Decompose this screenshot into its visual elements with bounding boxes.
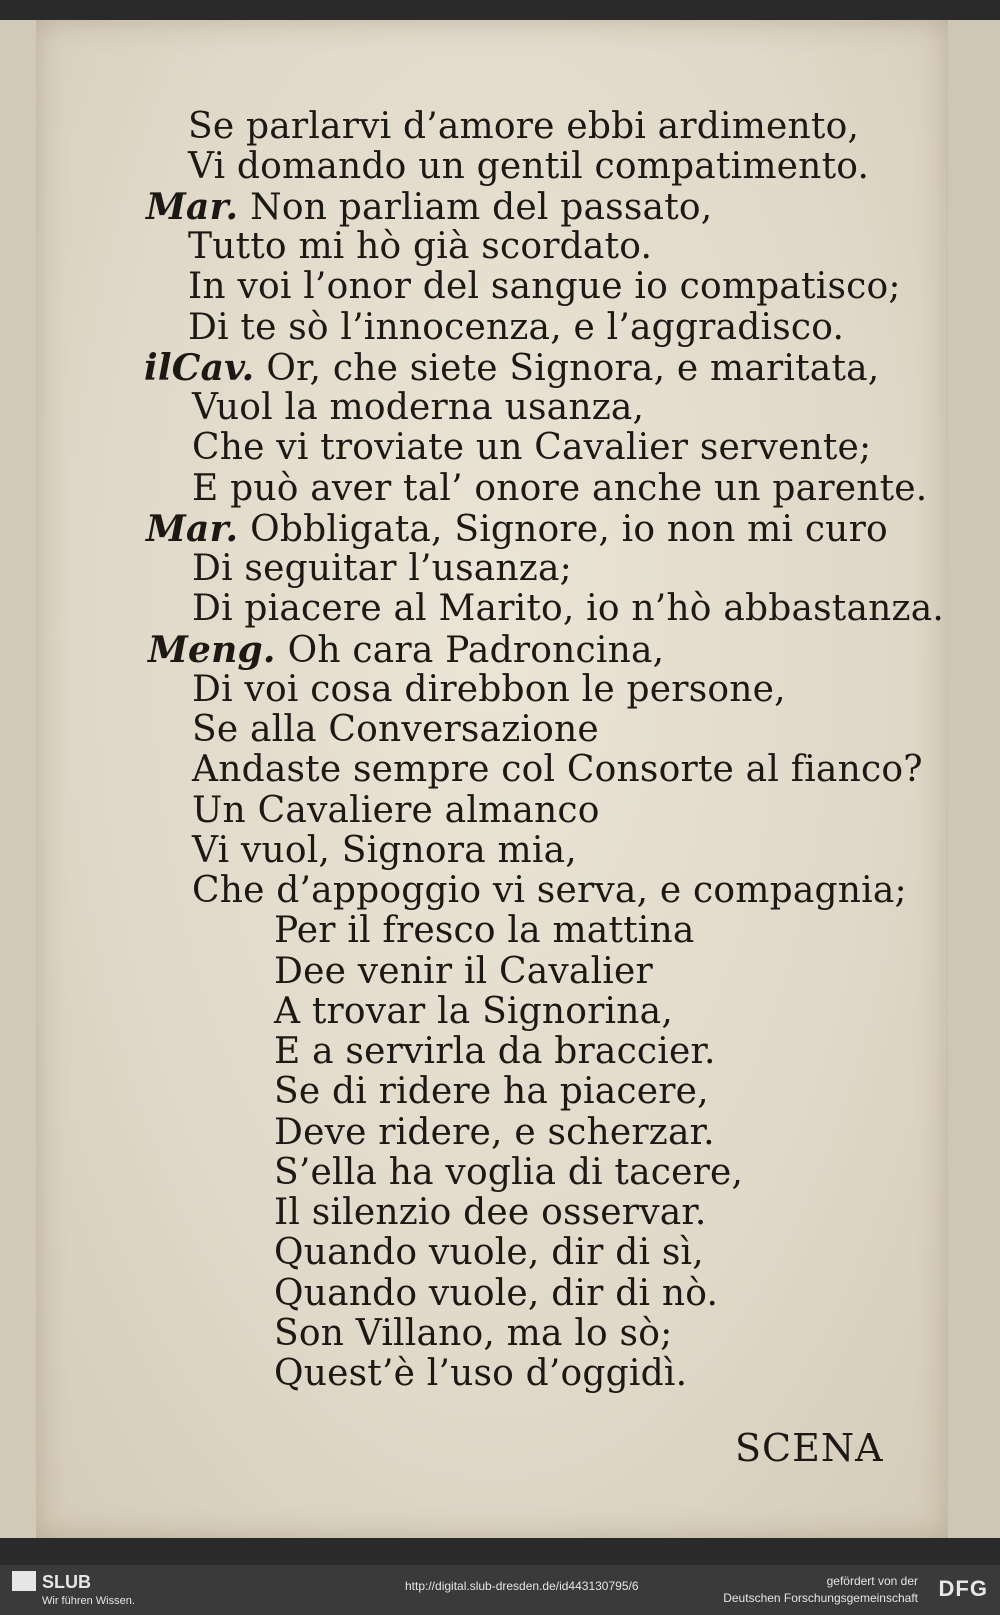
verse-line: Vi vuol, Signora mia, [192, 830, 577, 871]
slub-tagline: Wir führen Wissen. [42, 1595, 135, 1607]
verse-line: Vi domando un gentil compatimento. [188, 146, 870, 187]
verse-line: Quest’è l’uso d’oggidì. [274, 1353, 688, 1394]
funding-note: gefördert von der Deutschen Forschungsgemeinschaft [723, 1574, 918, 1605]
book-page [36, 20, 948, 1538]
verse-line: Tutto mi hò già scordato. [188, 226, 653, 267]
speaker-label: ilCav. [144, 347, 255, 389]
verse-line: Di seguitar l’usanza; [192, 548, 572, 589]
verse-line: Andaste sempre col Consorte al fianco? [192, 749, 923, 790]
verse-line: Dee venir il Cavalier [274, 951, 653, 992]
verse-line: Quando vuole, dir di sì, [274, 1232, 704, 1273]
verse-line: Di voi cosa direbbon le persone, [192, 669, 786, 710]
verse-line: E può aver tal’ onore anche un parente. [192, 468, 928, 509]
verse-line: Meng. Oh cara Padroncina, [148, 629, 665, 671]
verse-line: E a servirla da braccier. [274, 1031, 716, 1072]
speaker-label: Mar. [146, 186, 239, 228]
speaker-label: Meng. [148, 629, 276, 671]
verse-line: Che vi troviate un Cavalier servente; [192, 427, 872, 468]
speaker-label: Mar. [146, 508, 239, 550]
viewer-footer [0, 1565, 1000, 1615]
verse-line: In voi l’onor del sangue io compatisco; [188, 266, 901, 307]
verse-line: ilCav. Or, che siete Signora, e maritata, [144, 347, 880, 389]
verse-line: Se parlarvi d’amore ebbi ardimento, [188, 106, 860, 147]
verse-line: A trovar la Signorina, [274, 991, 673, 1032]
verse-line: Per il fresco la mattina [274, 910, 695, 951]
verse-line: Se di ridere ha piacere, [274, 1071, 709, 1112]
page-left-edge [0, 20, 40, 1538]
catchword: SCENA [735, 1426, 884, 1470]
verse-line: Un Cavaliere almanco [192, 790, 600, 831]
verse-line: Vuol la moderna usanza, [192, 387, 645, 428]
document-url[interactable]: http://digital.slub-dresden.de/id443130795/6 [405, 1579, 639, 1593]
verse-line: Se alla Conversazione [192, 709, 599, 750]
verse-line: Il silenzio dee osservar. [274, 1192, 707, 1233]
verse-line: Mar. Non parliam del passato, [146, 186, 713, 228]
slub-logo-icon [12, 1571, 36, 1591]
slub-logo[interactable]: SLUB [12, 1571, 91, 1593]
verse-line: Che d’appoggio vi serva, e compagnia; [192, 870, 907, 911]
verse-line: Di te sò l’innocenza, e l’aggradisco. [188, 307, 845, 348]
verse-line: Deve ridere, e scherzar. [274, 1112, 715, 1153]
dfg-logo[interactable]: DFG [938, 1576, 988, 1601]
verse-line: Di piacere al Marito, io n’hò abbastanza. [192, 588, 945, 629]
verse-line: Mar. Obbligata, Signore, io non mi curo [146, 508, 888, 550]
verse-line: S’ella ha voglia di tacere, [274, 1152, 744, 1193]
page-right-edge [948, 20, 1000, 1538]
verse-line: Son Villano, ma lo sò; [274, 1313, 673, 1354]
verse-line: Quando vuole, dir di nò. [274, 1273, 719, 1314]
